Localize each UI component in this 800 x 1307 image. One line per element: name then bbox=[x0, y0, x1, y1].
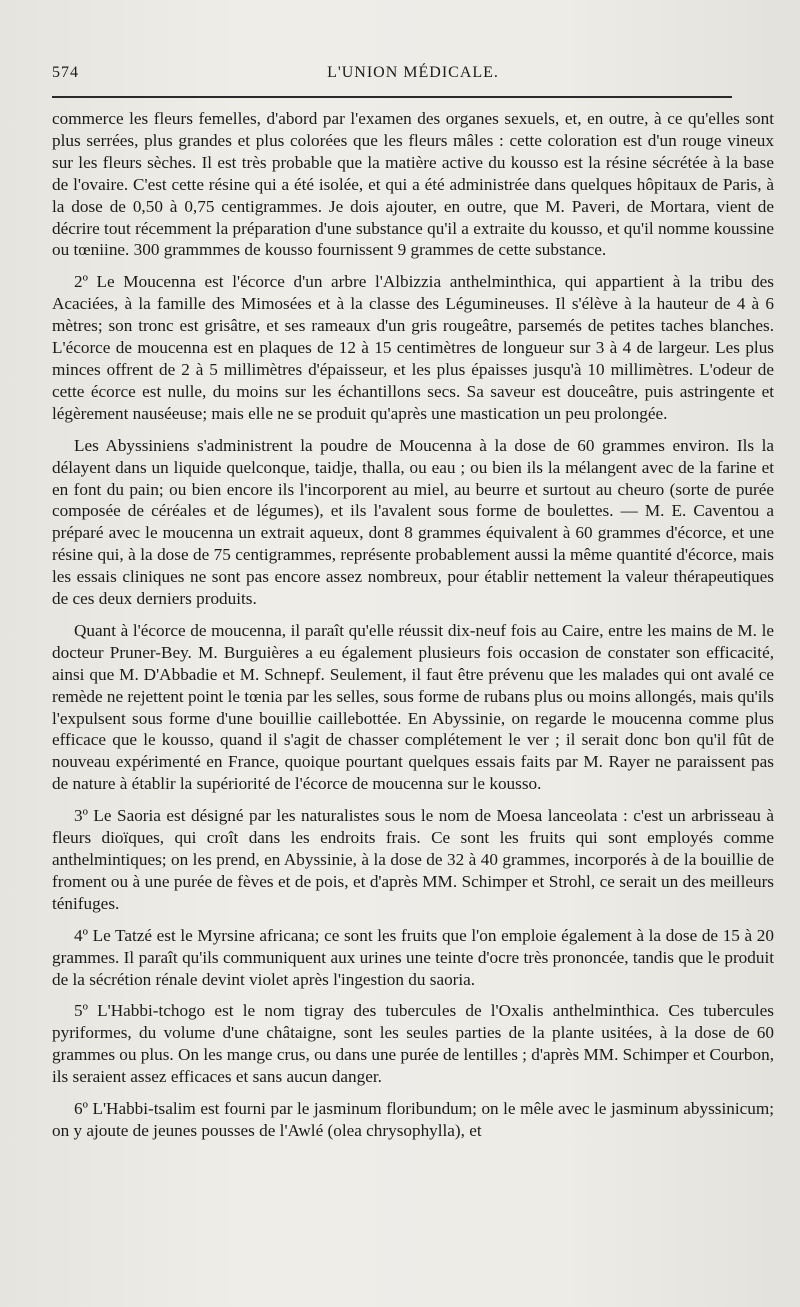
paragraph-moucenna: 2º Le Moucenna est l'écorce d'un arbre l'Albizzia anthelminthica, qui appartient à la tribu des Acaciées, à la famille des Mimosées et à la classe des Légumineuses. Il s'élève à la hauteur de 4 à 6 mètres; son tronc est grisâtre, et ses rameaux d'un gris rougeâtre, parsemés de petites taches blanches. L'écorce de moucenna est en plaques de 12 à 15 centimètres de longueur sur 3 à 4 de largeur. Les plus minces offrent de 2 à 5 millimètres d'épaisseur, et les plus épaisses jusqu'à 10 millimètres. L'odeur de cette écorce est nulle, du moins sur les échantillons secs. Sa saveur est douceâtre, puis astringente et légèrement nauséeuse; mais elle ne se produit qu'après une mastication un peu prolongée. bbox=[52, 272, 774, 423]
paragraph-moucenna-efficacy: Quant à l'écorce de moucenna, il paraît qu'elle réussit dix-neuf fois au Caire, entre les mains de M. le docteur Pruner-Bey. M. Burguières a eu également plusieurs fois occasion de constater son efficacité, ainsi que M. D'Abbadie et M. Schnepf. Seulement, il faut être prévenu que les malades qui ont avalé ce remède ne rejettent point le tœnia par les selles, sous forme de rubans plus ou moins allongés, mais qu'ils l'expulsent sous forme d'une bouillie caillebottée. En Abyssinie, on regarde le moucenna comme plus efficace que le kousso, quand il s'agit de chasser complétement le ver ; il serait donc bon qu'il fût de nouveau expérimenté en France, quoique pourtant quelques essais faits par M. Rayer ne paraissent pas de nature à établir la supériorité de l'écorce de moucenna sur le kousso. bbox=[52, 620, 774, 794]
paragraph-habbi-tsalim: 6º L'Habbi-tsalim est fourni par le jasminum floribundum; on le mêle avec le jasminum abyssinicum; on y ajoute de jeunes pousses de l'Awlé (olea chrysophylla), et bbox=[52, 1099, 774, 1140]
page-number: 574 bbox=[52, 64, 79, 81]
paragraph-tatze: 4º Le Tatzé est le Myrsine africana; ce sont les fruits que l'on emploie également à la dose de 15 à 20 grammes. Il paraît qu'ils communiquent aux urines une teinte d'ocre très prononcée, tandis que le produit de la sécrétion rénale devint violet après l'ingestion du saoria. bbox=[52, 925, 774, 989]
paragraph-kousso-continuation: commerce les fleurs femelles, d'abord par l'examen des organes sexuels, et, en outre, à ce qu'elles sont plus serrées, plus grandes et plus colorées que les fleurs mâles : cette coloration est d'un rouge vineux sur les fleurs sèches. Il est très probable que la matière active du kousso est la résine sécrétée à la base de l'ovaire. C'est cette résine qui a été isolée, et qui a été administrée dans quelques hôpitaux de Paris, à la dose de 0,50 à 0,75 centigrammes. Je dois ajouter, en outre, que M. Paveri, de Mortara, vient de décrire tout récemment la préparation d'une substance qu'il a extraite du kousso, et qu'il nomme koussine ou tœniine. 300 grammmes de kousso fournissent 9 grammes de cette substance. bbox=[52, 109, 774, 260]
paragraph-abyssinian-use: Les Abyssiniens s'administrent la poudre de Moucenna à la dose de 60 grammes environ. Ils la délayent dans un liquide quelconque, taidje, thalla, ou eau ; ou bien ils la mélangent avec de la farine et en font du pain; ou bien encore ils l'incorporent au miel, au beurre et surtout au cheuro (sorte de purée composée de céréales et de légumes), et ils l'avalent sous forme de boulettes. — M. E. Caventou a préparé avec le moucenna un extrait aqueux, dont 8 grammes équivalent à 60 grammes d'écorce, et une résine qui, à la dose de 75 centigrammes, représente probablement aussi la même quantité d'écorce, mais les essais cliniques ne sont pas encore assez nombreux, pour établir nettement la valeur thérapeutiques de ces deux derniers produits. bbox=[52, 435, 774, 609]
header-rule bbox=[52, 96, 732, 98]
journal-title: L'UNION MÉDICALE. bbox=[327, 64, 499, 81]
running-head bbox=[52, 56, 774, 86]
body-text bbox=[52, 108, 774, 1142]
paragraph-saoria: 3º Le Saoria est désigné par les naturalistes sous le nom de Moesa lanceolata : c'est un arbrisseau à fleurs dioïques, qui croît dans les endroits frais. Ce sont les fruits qui sont employés comme anthelmintiques; on les prend, en Abyssinie, à la dose de 32 à 40 grammes, incorporés à de la bouillie de froment ou à une purée de fèves et de pois, et d'après MM. Schimper et Strohl, ce serait un des meilleurs ténifuges. bbox=[52, 806, 774, 913]
paragraph-habbi-tchogo: 5º L'Habbi-tchogo est le nom tigray des tubercules de l'Oxalis anthelminthica. Ces tubercules pyriformes, du volume d'une châtaigne, sont les seules parties de la plante usitées, à la dose de 60 grammes ou plus. On les mange crus, ou dans une purée de lentilles ; d'après MM. Schimper et Courbon, ils seraient assez efficaces et sans aucun danger. bbox=[52, 1001, 774, 1087]
